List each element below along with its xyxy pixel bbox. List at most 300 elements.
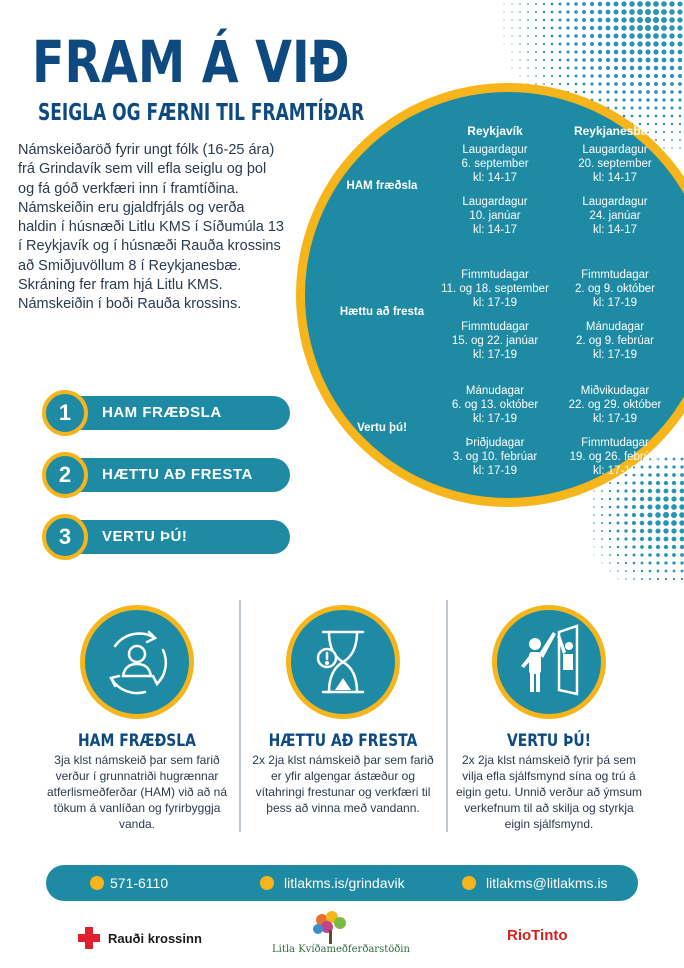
halftone-dot bbox=[638, 90, 642, 94]
halftone-dot bbox=[614, 34, 619, 39]
halftone-dot bbox=[609, 538, 611, 540]
halftone-dot bbox=[519, 27, 521, 29]
halftone-dot bbox=[574, 34, 578, 38]
schedule-line: 6. og 13. október bbox=[451, 399, 539, 411]
halftone-dot bbox=[598, 2, 602, 6]
halftone-dot bbox=[606, 10, 611, 15]
halftone-dot bbox=[624, 497, 627, 500]
halftone-dot bbox=[567, 67, 570, 70]
halftone-dot bbox=[519, 75, 520, 76]
halftone-dot bbox=[654, 90, 658, 94]
halftone-dot bbox=[601, 530, 603, 532]
halftone-dot bbox=[632, 545, 635, 548]
halftone-dot bbox=[601, 514, 603, 516]
schedule-line: kl: 14-17 bbox=[592, 172, 638, 184]
halftone-dot bbox=[519, 51, 520, 52]
halftone-dot bbox=[613, 17, 618, 22]
halftone-dot bbox=[621, 9, 626, 14]
halftone-dot bbox=[646, 90, 650, 94]
halftone-dot bbox=[512, 68, 513, 69]
halftone-dot bbox=[648, 545, 652, 549]
halftone-dot bbox=[567, 59, 570, 62]
halftone-dot bbox=[672, 545, 676, 549]
halftone-dot bbox=[661, 49, 666, 54]
halftone-dot bbox=[645, 9, 651, 15]
halftone-dot bbox=[617, 530, 620, 533]
schedule-cell bbox=[540, 384, 684, 426]
halftone-dot bbox=[614, 58, 618, 62]
halftone-dot bbox=[662, 98, 665, 101]
halftone-dot bbox=[655, 528, 660, 533]
schedule-line: Laugardagur bbox=[582, 144, 648, 156]
halftone-dot bbox=[632, 513, 636, 517]
halftone-dot bbox=[662, 90, 666, 94]
kms-logo bbox=[272, 910, 432, 962]
schedule-line: 22. og 29. október bbox=[568, 399, 662, 411]
halftone-dot bbox=[678, 90, 681, 93]
halftone-dot bbox=[535, 67, 537, 69]
redcross-name: Rauði krossinn bbox=[108, 931, 202, 946]
halftone-dot bbox=[551, 59, 553, 61]
halftone-dot bbox=[621, 33, 626, 38]
halftone-dot bbox=[593, 498, 594, 499]
halftone-dot bbox=[638, 98, 641, 101]
halftone-dot bbox=[671, 115, 674, 118]
halftone-dot bbox=[551, 51, 554, 54]
halftone-dot bbox=[661, 9, 667, 15]
halftone-dot bbox=[527, 75, 528, 76]
halftone-dot bbox=[664, 553, 668, 557]
halftone-dot bbox=[625, 546, 628, 549]
halftone-dot bbox=[613, 9, 618, 14]
schedule-line: kl: 14-17 bbox=[472, 224, 518, 236]
halftone-dot bbox=[669, 25, 675, 31]
contact-email[interactable]: litlakms@litlakms.is bbox=[486, 875, 608, 891]
halftone-dot bbox=[566, 50, 569, 53]
halftone-dot bbox=[613, 25, 618, 30]
halftone-dot bbox=[543, 19, 545, 21]
halftone-dot bbox=[677, 33, 682, 38]
halftone-dot bbox=[669, 9, 675, 15]
halftone-dot bbox=[519, 43, 520, 44]
halftone-dot bbox=[664, 489, 669, 494]
halftone-dot bbox=[566, 18, 569, 21]
halftone-dot bbox=[614, 74, 618, 78]
halftone-dot bbox=[647, 512, 652, 517]
halftone-dot bbox=[598, 66, 602, 70]
halftone-dot bbox=[583, 83, 586, 86]
halftone-dot bbox=[601, 498, 603, 500]
halftone-dot bbox=[504, 36, 505, 37]
halftone-dot bbox=[671, 139, 673, 141]
schedule-line: kl: 17-19 bbox=[592, 297, 638, 309]
halftone-dot bbox=[609, 490, 611, 492]
halftone-dot bbox=[680, 553, 684, 557]
halftone-dot bbox=[640, 489, 644, 493]
halftone-dot bbox=[655, 504, 660, 509]
schedule-line: 2. og 9. febrúar bbox=[576, 335, 654, 347]
schedule-line: 6. september bbox=[461, 158, 529, 170]
halftone-dot bbox=[567, 83, 569, 85]
halftone-dot bbox=[598, 10, 603, 15]
halftone-dot bbox=[535, 43, 537, 45]
schedule-line: Þriðjudagar bbox=[465, 437, 525, 449]
halftone-dot bbox=[646, 74, 650, 78]
halftone-dot bbox=[678, 82, 682, 86]
halftone-dot bbox=[624, 537, 627, 540]
halftone-dot bbox=[647, 504, 652, 509]
halftone-dot bbox=[677, 17, 682, 22]
halftone-dot bbox=[625, 578, 626, 579]
halftone-dot bbox=[622, 66, 626, 70]
halftone-dot bbox=[632, 489, 636, 493]
halftone-dot bbox=[504, 12, 505, 13]
halftone-dot bbox=[609, 482, 611, 484]
halftone-dot bbox=[655, 496, 660, 501]
globe-icon bbox=[260, 876, 274, 890]
halftone-dot bbox=[535, 27, 537, 29]
col2-title: HÆTTU AÐ FRESTA bbox=[268, 731, 418, 751]
halftone-dot bbox=[559, 67, 562, 70]
halftone-dot bbox=[566, 34, 569, 37]
halftone-dot bbox=[590, 82, 593, 85]
halftone-dot bbox=[632, 481, 635, 484]
col2-text: 2x 2ja klst námskeið þar sem farið er yfir algengar ástæður og vítahringi frestunar og verkfæri til þess að vinna með vandann. bbox=[252, 753, 434, 815]
halftone-dot bbox=[637, 41, 642, 46]
halftone-dot bbox=[640, 529, 644, 533]
halftone-dot bbox=[617, 498, 620, 501]
halftone-dot bbox=[653, 9, 659, 15]
halftone-dot bbox=[629, 25, 635, 31]
halftone-dot bbox=[638, 82, 642, 86]
halftone-dot bbox=[637, 17, 643, 23]
halftone-dot bbox=[662, 66, 667, 71]
halftone-dot bbox=[679, 512, 684, 518]
halftone-dot bbox=[654, 82, 658, 86]
halftone-dot bbox=[646, 82, 650, 86]
schedule-cell bbox=[540, 268, 684, 310]
schedule-cell bbox=[540, 320, 684, 362]
halftone-dot bbox=[582, 2, 586, 6]
halftone-dot bbox=[551, 67, 553, 69]
contact-phone[interactable]: 571-6110 bbox=[110, 875, 169, 891]
halftone-dot bbox=[629, 17, 635, 23]
halftone-dot bbox=[574, 50, 577, 53]
schedule-row-label: Hættu að fresta bbox=[339, 306, 425, 318]
halftone-dot bbox=[609, 506, 612, 509]
halftone-dot bbox=[670, 90, 674, 94]
halftone-dot bbox=[654, 74, 658, 78]
halftone-dot bbox=[574, 66, 577, 69]
halftone-dot bbox=[664, 545, 668, 549]
halftone-dot bbox=[575, 83, 578, 86]
halftone-dot bbox=[629, 33, 635, 39]
halftone-dot bbox=[629, 41, 634, 46]
halftone-dot bbox=[671, 107, 674, 110]
halftone-dot bbox=[607, 99, 610, 102]
halftone-dot bbox=[504, 20, 505, 21]
halftone-dot bbox=[519, 67, 520, 68]
halftone-dot bbox=[606, 66, 610, 70]
halftone-dot bbox=[640, 505, 645, 510]
halftone-dot bbox=[535, 19, 537, 21]
schedule-line: 2. og 9. október bbox=[575, 283, 655, 295]
halftone-dot bbox=[590, 58, 594, 62]
riotinto-logo: RioTinto bbox=[507, 927, 568, 944]
halftone-dot bbox=[590, 18, 594, 22]
halftone-dot bbox=[543, 75, 545, 77]
halftone-dot bbox=[653, 25, 659, 31]
halftone-dot bbox=[519, 19, 521, 21]
halftone-dot bbox=[673, 570, 676, 573]
halftone-dot bbox=[670, 66, 674, 70]
halftone-dot bbox=[551, 19, 554, 22]
halftone-dot bbox=[527, 27, 529, 29]
halftone-dot bbox=[617, 546, 620, 549]
halftone-dot bbox=[624, 521, 628, 525]
schedule-line: Miðvikudagar bbox=[580, 385, 650, 397]
halftone-dot bbox=[630, 90, 634, 94]
schedule-line: 24. janúar bbox=[589, 210, 641, 222]
halftone-dot bbox=[559, 83, 561, 85]
halftone-dot bbox=[631, 115, 634, 118]
halftone-dot bbox=[637, 25, 643, 31]
halftone-dot bbox=[535, 3, 537, 5]
schedule-line: Fimmtudagar bbox=[581, 437, 649, 449]
halftone-dot bbox=[632, 505, 636, 509]
schedule-line: 19. og 26. febrúar bbox=[569, 451, 661, 463]
halftone-dot bbox=[641, 578, 643, 580]
halftone-dot bbox=[535, 51, 537, 53]
halftone-dot bbox=[615, 107, 618, 110]
halftone-dot bbox=[662, 58, 667, 63]
email-icon bbox=[462, 876, 476, 890]
halftone-dot bbox=[663, 528, 668, 533]
halftone-dot bbox=[663, 115, 666, 118]
halftone-dot bbox=[646, 66, 651, 71]
halftone-dot bbox=[653, 41, 658, 46]
halftone-dot bbox=[632, 537, 636, 541]
divider-left bbox=[239, 600, 241, 832]
halftone-dot bbox=[575, 75, 578, 78]
halftone-dot bbox=[655, 520, 660, 525]
halftone-dot bbox=[630, 106, 633, 109]
halftone-dot bbox=[590, 42, 594, 46]
halftone-dot bbox=[543, 11, 545, 13]
halftone-dot bbox=[670, 98, 673, 101]
halftone-dot bbox=[574, 2, 578, 6]
step-1-number: 1 bbox=[42, 390, 88, 436]
halftone-dot bbox=[543, 59, 545, 61]
halftone-dot bbox=[609, 562, 610, 563]
col3-text: 2x 2ja klst námskeið fyrir þá sem vilja efla sjálfsmynd sína og trú á eigin getu. Unnið verður að ýmsum verkefnum til að skilja og styrkja eigin sjálfsmynd. bbox=[455, 753, 643, 831]
halftone-dot bbox=[606, 34, 611, 39]
halftone-dot bbox=[663, 512, 669, 518]
halftone-dot bbox=[601, 554, 602, 555]
halftone-dot bbox=[622, 58, 627, 63]
step-1-pill[interactable]: HAM FRÆÐSLA bbox=[60, 396, 290, 430]
halftone-dot bbox=[645, 41, 651, 47]
schedule-line: kl: 14-17 bbox=[472, 172, 518, 184]
halftone-dot bbox=[655, 512, 661, 518]
halftone-dot bbox=[655, 139, 657, 141]
halftone-dot bbox=[609, 514, 612, 517]
schedule-line: Fimmtudagar bbox=[461, 321, 529, 333]
halftone-dot bbox=[625, 562, 627, 564]
halftone-dot bbox=[625, 554, 628, 557]
halftone-dot bbox=[671, 512, 677, 518]
halftone-dot bbox=[519, 11, 521, 13]
halftone-dot bbox=[679, 528, 684, 533]
halftone-dot bbox=[590, 50, 594, 54]
schedule-line: 20. september bbox=[578, 158, 652, 170]
schedule-line: Fimmtudagar bbox=[461, 269, 529, 281]
halftone-dot bbox=[625, 570, 627, 572]
halftone-dot bbox=[641, 562, 644, 565]
halftone-dot bbox=[630, 98, 633, 101]
halftone-dot bbox=[559, 75, 561, 77]
halftone-dot bbox=[638, 58, 643, 63]
halftone-dot bbox=[593, 530, 594, 531]
step-2-number: 2 bbox=[42, 452, 88, 498]
halftone-dot bbox=[680, 561, 683, 564]
halftone-dot bbox=[661, 33, 667, 39]
halftone-dot bbox=[621, 17, 626, 22]
halftone-dot bbox=[645, 17, 651, 23]
halftone-dot bbox=[669, 1, 674, 6]
halftone-dot bbox=[606, 82, 610, 86]
halftone-dot bbox=[664, 537, 669, 542]
contact-web[interactable]: litlakms.is/grindavik bbox=[284, 875, 405, 891]
halftone-dot bbox=[672, 553, 676, 557]
halftone-dot bbox=[527, 43, 529, 45]
halftone-dot bbox=[527, 59, 529, 61]
schedule-line: kl: 17-19 bbox=[472, 413, 518, 425]
halftone-dot bbox=[601, 506, 603, 508]
schedule-line: Fimmtudagar bbox=[581, 269, 649, 281]
halftone-dot bbox=[622, 82, 626, 86]
halftone-dot bbox=[606, 42, 611, 47]
halftone-dot bbox=[671, 520, 677, 526]
halftone-dot bbox=[681, 578, 683, 580]
halftone-dot bbox=[551, 27, 554, 30]
halftone-dot bbox=[621, 25, 626, 30]
halftone-dot bbox=[648, 489, 652, 493]
halftone-dot bbox=[511, 3, 512, 4]
halftone-dot bbox=[551, 3, 554, 6]
halftone-dot bbox=[504, 28, 505, 29]
halftone-dot bbox=[656, 545, 660, 549]
halftone-dot bbox=[606, 90, 609, 93]
halftone-dot bbox=[647, 520, 652, 525]
halftone-dot bbox=[527, 19, 529, 21]
halftone-dot bbox=[616, 521, 619, 524]
halftone-dot bbox=[646, 58, 651, 63]
halftone-dot bbox=[606, 74, 610, 78]
halftone-dot bbox=[678, 74, 682, 78]
halftone-dot bbox=[567, 75, 570, 78]
halftone-dot bbox=[543, 43, 545, 45]
halftone-dot bbox=[629, 9, 635, 15]
halftone-dot bbox=[679, 115, 682, 118]
halftone-dot bbox=[511, 19, 512, 20]
halftone-dot bbox=[590, 66, 594, 70]
halftone-dot bbox=[654, 58, 659, 63]
mirror-high-five-icon bbox=[497, 610, 601, 714]
halftone-dot bbox=[543, 3, 545, 5]
halftone-dot bbox=[630, 82, 634, 86]
halftone-dot bbox=[633, 554, 636, 557]
schedule-line: Laugardagur bbox=[582, 196, 648, 208]
halftone-dot bbox=[598, 50, 602, 54]
col3-title: VERTU ÞÚ! bbox=[506, 731, 592, 751]
halftone-dot bbox=[680, 481, 684, 485]
step-2-pill[interactable]: HÆTTU AÐ FRESTA bbox=[60, 458, 290, 492]
halftone-dot bbox=[648, 553, 652, 557]
halftone-dot bbox=[663, 520, 669, 526]
halftone-dot bbox=[606, 18, 611, 23]
halftone-dot bbox=[677, 9, 682, 14]
halftone-dot bbox=[664, 481, 668, 485]
halftone-dot bbox=[641, 570, 643, 572]
halftone-dot bbox=[637, 33, 643, 39]
schedule-line: kl: 17-19 bbox=[472, 297, 518, 309]
halftone-dot bbox=[678, 98, 681, 101]
halftone-dot bbox=[630, 74, 634, 78]
halftone-dot bbox=[559, 43, 562, 46]
halftone-dot bbox=[671, 496, 676, 501]
halftone-dot bbox=[679, 139, 681, 141]
halftone-dot bbox=[648, 529, 653, 534]
halftone-dot bbox=[590, 74, 593, 77]
halftone-dot bbox=[679, 496, 684, 501]
halftone-dot bbox=[614, 66, 618, 70]
halftone-dot bbox=[559, 51, 562, 54]
schedule-line: 10. janúar bbox=[469, 210, 521, 222]
halftone-dot bbox=[661, 17, 667, 23]
halftone-dot bbox=[680, 545, 684, 549]
halftone-dot bbox=[672, 561, 675, 564]
halftone-dot bbox=[657, 570, 660, 573]
halftone-dot bbox=[590, 2, 594, 6]
halftone-dot bbox=[632, 497, 636, 501]
halftone-dot bbox=[559, 27, 562, 30]
halftone-dot bbox=[624, 489, 627, 492]
halftone-dot bbox=[640, 537, 644, 541]
halftone-dot bbox=[527, 35, 529, 37]
tree-icon bbox=[308, 910, 352, 946]
halftone-dot bbox=[671, 504, 677, 510]
halftone-dot bbox=[671, 528, 676, 533]
halftone-dot bbox=[551, 35, 554, 38]
halftone-dot bbox=[625, 482, 628, 485]
halftone-dot bbox=[653, 17, 659, 23]
halftone-dot bbox=[582, 10, 586, 14]
halftone-dot bbox=[566, 26, 569, 29]
halftone-dot bbox=[609, 522, 612, 525]
halftone-dot bbox=[663, 504, 669, 510]
halftone-dot bbox=[645, 25, 651, 31]
halftone-dot bbox=[656, 561, 659, 564]
halftone-dot bbox=[624, 529, 627, 532]
halftone-dot bbox=[519, 59, 520, 60]
kms-name: Litla Kvíðameðferðarstöðin bbox=[272, 944, 410, 955]
red-cross-icon bbox=[76, 925, 102, 951]
halftone-dot bbox=[680, 489, 684, 494]
halftone-dot bbox=[645, 1, 651, 7]
halftone-dot bbox=[621, 1, 626, 6]
step-3-pill[interactable]: VERTU ÞÚ! bbox=[60, 520, 290, 554]
